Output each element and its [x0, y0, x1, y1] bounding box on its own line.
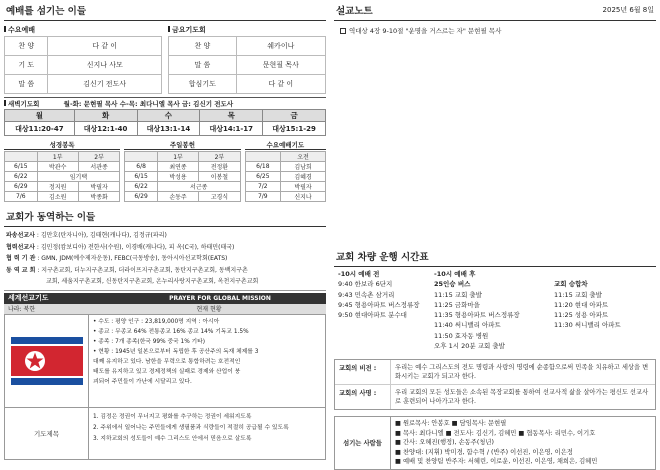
schedule-head: -10시 예배 후 [434, 270, 476, 278]
info-line: 대째 유지하고 있다. 남한을 무력으로 통합하려는 호전적인 [93, 358, 241, 365]
date-cell: 6/29 [5, 182, 38, 192]
prayer-items [89, 408, 325, 459]
schedule-item: 9:50 현대아파트 분수대 [338, 311, 407, 320]
table-row [125, 192, 240, 202]
table-row [245, 192, 325, 202]
schedule-table [334, 267, 656, 351]
roster-header: 2부 [78, 152, 119, 162]
name-cell: 김혜경 [281, 172, 326, 182]
name-cell: 김남희 [281, 162, 326, 172]
schedule-item: 11:25 금화마을 [434, 300, 480, 309]
wed-service-table [4, 36, 162, 94]
servers-list [391, 417, 655, 469]
mission-prayer-box [4, 408, 326, 460]
table-row [245, 182, 325, 192]
mission-subheader [4, 304, 326, 314]
name-cell: 서관종 [78, 162, 119, 172]
table-row [5, 182, 120, 192]
name-cell: 고경식 [199, 192, 240, 202]
role-cell: 합심기도 [169, 75, 237, 94]
coop-value: 지구촌교회, 더누지구촌교회, 더라이프지구촌교회, 동탄지구촌교회, 동백지구촌 [41, 266, 248, 274]
blank-cell [245, 152, 280, 162]
servers-line: ■ 원로목사: 안봉호 ■ 담임목사: 문현필 [395, 420, 507, 428]
schedule-item: 9:40 한보라 6단지 [338, 280, 393, 289]
name-cell: 박종화 [78, 192, 119, 202]
schedule-item: 9:45 형용아파트 버스정류장 [338, 300, 420, 309]
info-line: • 현황 : 1945년 일본으로부터 독립한 후 공산주의 독재 체제를 3 [93, 348, 259, 355]
wed-service-label: 수요예배 [4, 24, 162, 36]
coop-line: 파송선교사 : 김만호(탄자니아), 김태현(캐나다), 김정규(파리) [6, 232, 167, 239]
person-cell: 신지나 사모 [48, 56, 162, 75]
table-row [5, 192, 120, 202]
info-line: 태도를 유지하고 있고 경제정책의 실패로 경제와 산업이 붕 [93, 368, 241, 375]
date-cell: 7/6 [5, 192, 38, 202]
dawn-prayer-table [4, 109, 326, 136]
vision-key: 교회의 사명 : [335, 385, 391, 409]
person-cell: 쉐카이나 [236, 37, 325, 56]
servers-line: ■ 찬양대: (지휘) 박미경, 함수혁 / (반주) 이선진, 이은영, 이은정 [395, 448, 573, 456]
mission-body [4, 314, 326, 408]
schedule-item: 11:20 현대 아파트 [554, 300, 609, 309]
prayer-item: 1. 김정은 정권이 무너지고 평화를 추구하는 정권이 세워지도록 [93, 413, 252, 420]
person-cell: 문현필 목사 [236, 56, 325, 75]
coop-key: 협력선교사 [6, 243, 35, 251]
coop-value: 교회, 세움지구촌교회, 신동탄지구촌교회, 온누리사랑지구촌교회, 옥천지구촌교회 [46, 278, 259, 285]
day-header: 금 [263, 110, 326, 122]
status-label: 현재 현황 [196, 306, 222, 313]
day-header: 월 [5, 110, 75, 122]
prayer-item: 3. 지하교회의 성도들이 예수 그리스도 안에서 믿음으로 살도록 [93, 435, 252, 442]
coop-value: 김민정(캄보디아) 전한사(수원), 이경배(캐나다), 피 옥(C국), 하태민(태국) [40, 243, 235, 251]
table-row [125, 162, 240, 172]
servers-line: ■ 목사: 최다니엘 ■ 전도사: 김신기, 김혜민 ■ 협동목사: 리민수, 이기호 [395, 429, 596, 437]
schedule-item: 11:30 써니밸리 아파트 [554, 321, 621, 330]
roster-header: 1부 [157, 152, 198, 162]
table-row [245, 162, 325, 172]
name-cell: 정지원 [37, 182, 78, 192]
day-header: 화 [74, 110, 137, 122]
name-cell: 박관수 [37, 162, 78, 172]
wed-prayer-roster-title: 수요예배기도 [245, 140, 326, 150]
schedule-col [334, 269, 434, 351]
fri-service [168, 24, 326, 94]
vision-box [334, 359, 656, 410]
vision-value: 우리 교회의 모든 성도들은 소속된 목장교회를 통하여 선교사적 삶을 살아가는 평신도 선교사로 훈련되어 나아가고자 한다. [395, 389, 649, 406]
sermon-note-header [334, 0, 656, 21]
blank-cell [125, 152, 158, 162]
coop-line: 협력선교사 : 김민정(캄보디아) 전한사(수원), 이경배(캐나다), 피 옥(C국), 하태민(태국) [6, 243, 235, 251]
schedule-item: 11:15 교회 출발 [554, 290, 602, 299]
info-line: • 종교 : 무종교 64% 전통종교 16% 종교 14% 기독교 1.5% [93, 328, 249, 335]
coop-key: 협 력 기 관 [6, 255, 36, 262]
table-row [5, 172, 120, 182]
date-cell: 6/15 [5, 162, 38, 172]
table-row [125, 182, 240, 192]
north-korea-flag-icon [11, 337, 83, 385]
schedule-col [434, 269, 554, 351]
chapter-cell: 대상11:20-47 [5, 122, 75, 136]
schedule-item: 11:40 써니밸리 아파트 [434, 321, 501, 330]
schedule-item: 11:25 성용 아파트 [554, 311, 609, 320]
date-cell: 6/15 [125, 172, 158, 182]
schedule-section [334, 246, 656, 470]
day-header: 목 [200, 110, 263, 122]
coop-title: 교회가 동역하는 이들 [4, 206, 326, 227]
servers-label: 섬기는 사람들 [335, 417, 391, 469]
coop-line [6, 276, 324, 288]
info-line: • 종족 : 7개 종족(한국 99% 중국 1% 기타) [93, 338, 206, 345]
coop-line: 협 력 기 관 : GMN, JDM(예수제자운동), FEBC(극동방송), 동아시아선교학회(EATS) [6, 255, 228, 262]
schedule-item: 11:50 효자동 병원 [434, 331, 489, 340]
name-cell: 최연종 [157, 162, 198, 172]
table-row [5, 162, 120, 172]
schedule-head [554, 269, 656, 279]
prayer-label: 기도제목 [5, 408, 89, 459]
blank-cell [5, 152, 38, 162]
date-cell: 6/8 [125, 162, 158, 172]
date-cell: 6/18 [245, 162, 280, 172]
mission-header [4, 293, 326, 304]
name-cell: 서근종 [157, 182, 240, 192]
role-cell: 기 도 [5, 56, 48, 75]
roster-header: 1부 [37, 152, 78, 162]
role-cell: 말 씀 [169, 56, 237, 75]
servers-line: ■ 예배 및 찬양팀 반주자: 서혜린, 이로운, 이선진, 이은영, 채희은, 김혜민 [395, 458, 598, 466]
offering-roster-table [124, 151, 240, 202]
name-cell: 김소원 [37, 192, 78, 202]
person-cell: 다 같 이 [236, 75, 325, 94]
sermon-note [334, 24, 656, 37]
bulletin-date: 2025년 6월 8일 [602, 6, 654, 14]
chapter-cell: 대상13:1-14 [137, 122, 200, 136]
offering-roster-title: 주일봉헌 [124, 140, 240, 150]
wed-prayer-roster [245, 140, 326, 202]
date-cell: 6/22 [125, 182, 158, 192]
name-cell: 박필자 [78, 182, 119, 192]
date-cell: 7/9 [245, 192, 280, 202]
info-line: 괴되어 주민들이 가난에 시달리고 있다. [93, 378, 192, 385]
schedule-item: 11:15 교회 출발 [434, 290, 482, 299]
coop-value: GMN, JDM(예수제자운동), FEBC(극동방송), 동아시아선교학회(EATS) [41, 255, 228, 262]
chapter-cell: 대상12:1-40 [74, 122, 137, 136]
dawn-prayer-note: 월-화: 문현필 목사 수-목: 최다니엘 목사 금: 김신기 전도사 [63, 100, 234, 108]
table-row [125, 172, 240, 182]
servers-line: ■ 간사: 오혜진(행정), 손동주(청년) [395, 439, 494, 447]
roster-header: 오전 [281, 152, 326, 162]
holy-roster-title: 성경봉독 [4, 140, 120, 150]
holy-roster [4, 140, 120, 202]
sermon-note-title: 설교노트 [336, 6, 373, 17]
fri-service-table [168, 36, 326, 94]
roster-header: 2부 [199, 152, 240, 162]
prayer-item: 2. 주위에서 일어나는 주민들에게 생필품과 식량들이 적절히 공급될 수 있도록 [93, 424, 289, 431]
coop-value: 김만호(탄자니아), 김태현(캐나다), 김정규(파리) [40, 232, 167, 239]
checkbox-icon [340, 28, 346, 34]
mission-title: 세계선교기도 [8, 294, 49, 302]
servers-box [334, 416, 656, 470]
schedule-item: 11:35 형용아파트 버스정류장 [434, 311, 520, 320]
coop-key: 파송선교사 [6, 232, 35, 239]
schedule-item: 25인승 버스 [434, 280, 471, 289]
name-cell: 전정환 [199, 162, 240, 172]
name-cell: 신지나 [281, 192, 326, 202]
name-cell: 이봉철 [199, 172, 240, 182]
role-cell: 말 씀 [5, 75, 48, 94]
wed-service [4, 24, 162, 94]
name-cell: 박성용 [157, 172, 198, 182]
name-cell: 손동주 [157, 192, 198, 202]
mission-row [335, 385, 655, 409]
coop-line: 동 역 교 회 : 지구촌교회, 더누지구촌교회, 더라이프지구촌교회, 동탄지구촌교회, 동백지구촌 [6, 266, 248, 274]
service-tables [4, 24, 326, 94]
schedule-col [554, 269, 656, 351]
role-cell: 찬 양 [5, 37, 48, 56]
schedule-title: 교회 차량 운행 시간표 [334, 246, 656, 267]
country-label: 나라: 북한 [8, 306, 36, 313]
fri-service-label: 금요기도회 [168, 24, 326, 36]
schedule-item: 9:43 민속촌 삼거리 [338, 290, 395, 299]
schedule-item: 오후 1시 20분 교회 출발 [434, 342, 505, 351]
name-cell: 박필자 [281, 182, 326, 192]
holy-roster-table [4, 151, 120, 202]
dawn-prayer-label: 새벽기도회 [8, 100, 40, 108]
table-row [245, 172, 325, 182]
left-column [4, 0, 326, 454]
vision-key: 교회의 비전 : [335, 360, 391, 384]
offering-roster [124, 140, 240, 202]
wed-prayer-roster-table [245, 151, 326, 202]
name-cell: 임기택 [37, 172, 120, 182]
mission-subtitle: PRAYER FOR GLOBAL MISSION [169, 294, 271, 302]
schedule-item: 교회 승합차 [554, 280, 588, 289]
dawn-prayer-bar [4, 97, 326, 109]
worship-servers-title: 예배를 섬기는 이들 [4, 0, 326, 21]
schedule-head: -10시 예배 전 [338, 270, 380, 278]
chapter-cell: 대상14:1-17 [200, 122, 263, 136]
info-line: • 수도 : 평양 인구 : 23,819,000명 지역 : 아시아 [93, 318, 220, 325]
coop-key: 동 역 교 회 [6, 266, 36, 274]
date-cell: 7/2 [245, 182, 280, 192]
person-cell: 김신기 전도사 [48, 75, 162, 94]
vision-row [335, 360, 655, 385]
day-header: 수 [137, 110, 200, 122]
date-cell: 6/29 [125, 192, 158, 202]
rosters [4, 140, 326, 202]
date-cell: 6/25 [245, 172, 280, 182]
sermon-note-text: 역대상 4장 9-10절 "운명을 거스르는 자" 문현필 목사 [349, 27, 502, 35]
mission-info [89, 315, 325, 407]
coop-list [4, 228, 326, 291]
person-cell: 다 같 이 [48, 37, 162, 56]
right-column [334, 0, 656, 466]
vision-value: 우리는 예수 그리스도의 전도 명령과 사랑의 명령에 순종함으로써 민족을 치유하고 세상을 변화시키는 교회가 되고자 한다. [395, 364, 649, 381]
date-cell: 6/22 [5, 172, 38, 182]
chapter-cell: 대상15:1-29 [263, 122, 326, 136]
flag-cell [5, 315, 89, 407]
role-cell: 찬 양 [169, 37, 237, 56]
